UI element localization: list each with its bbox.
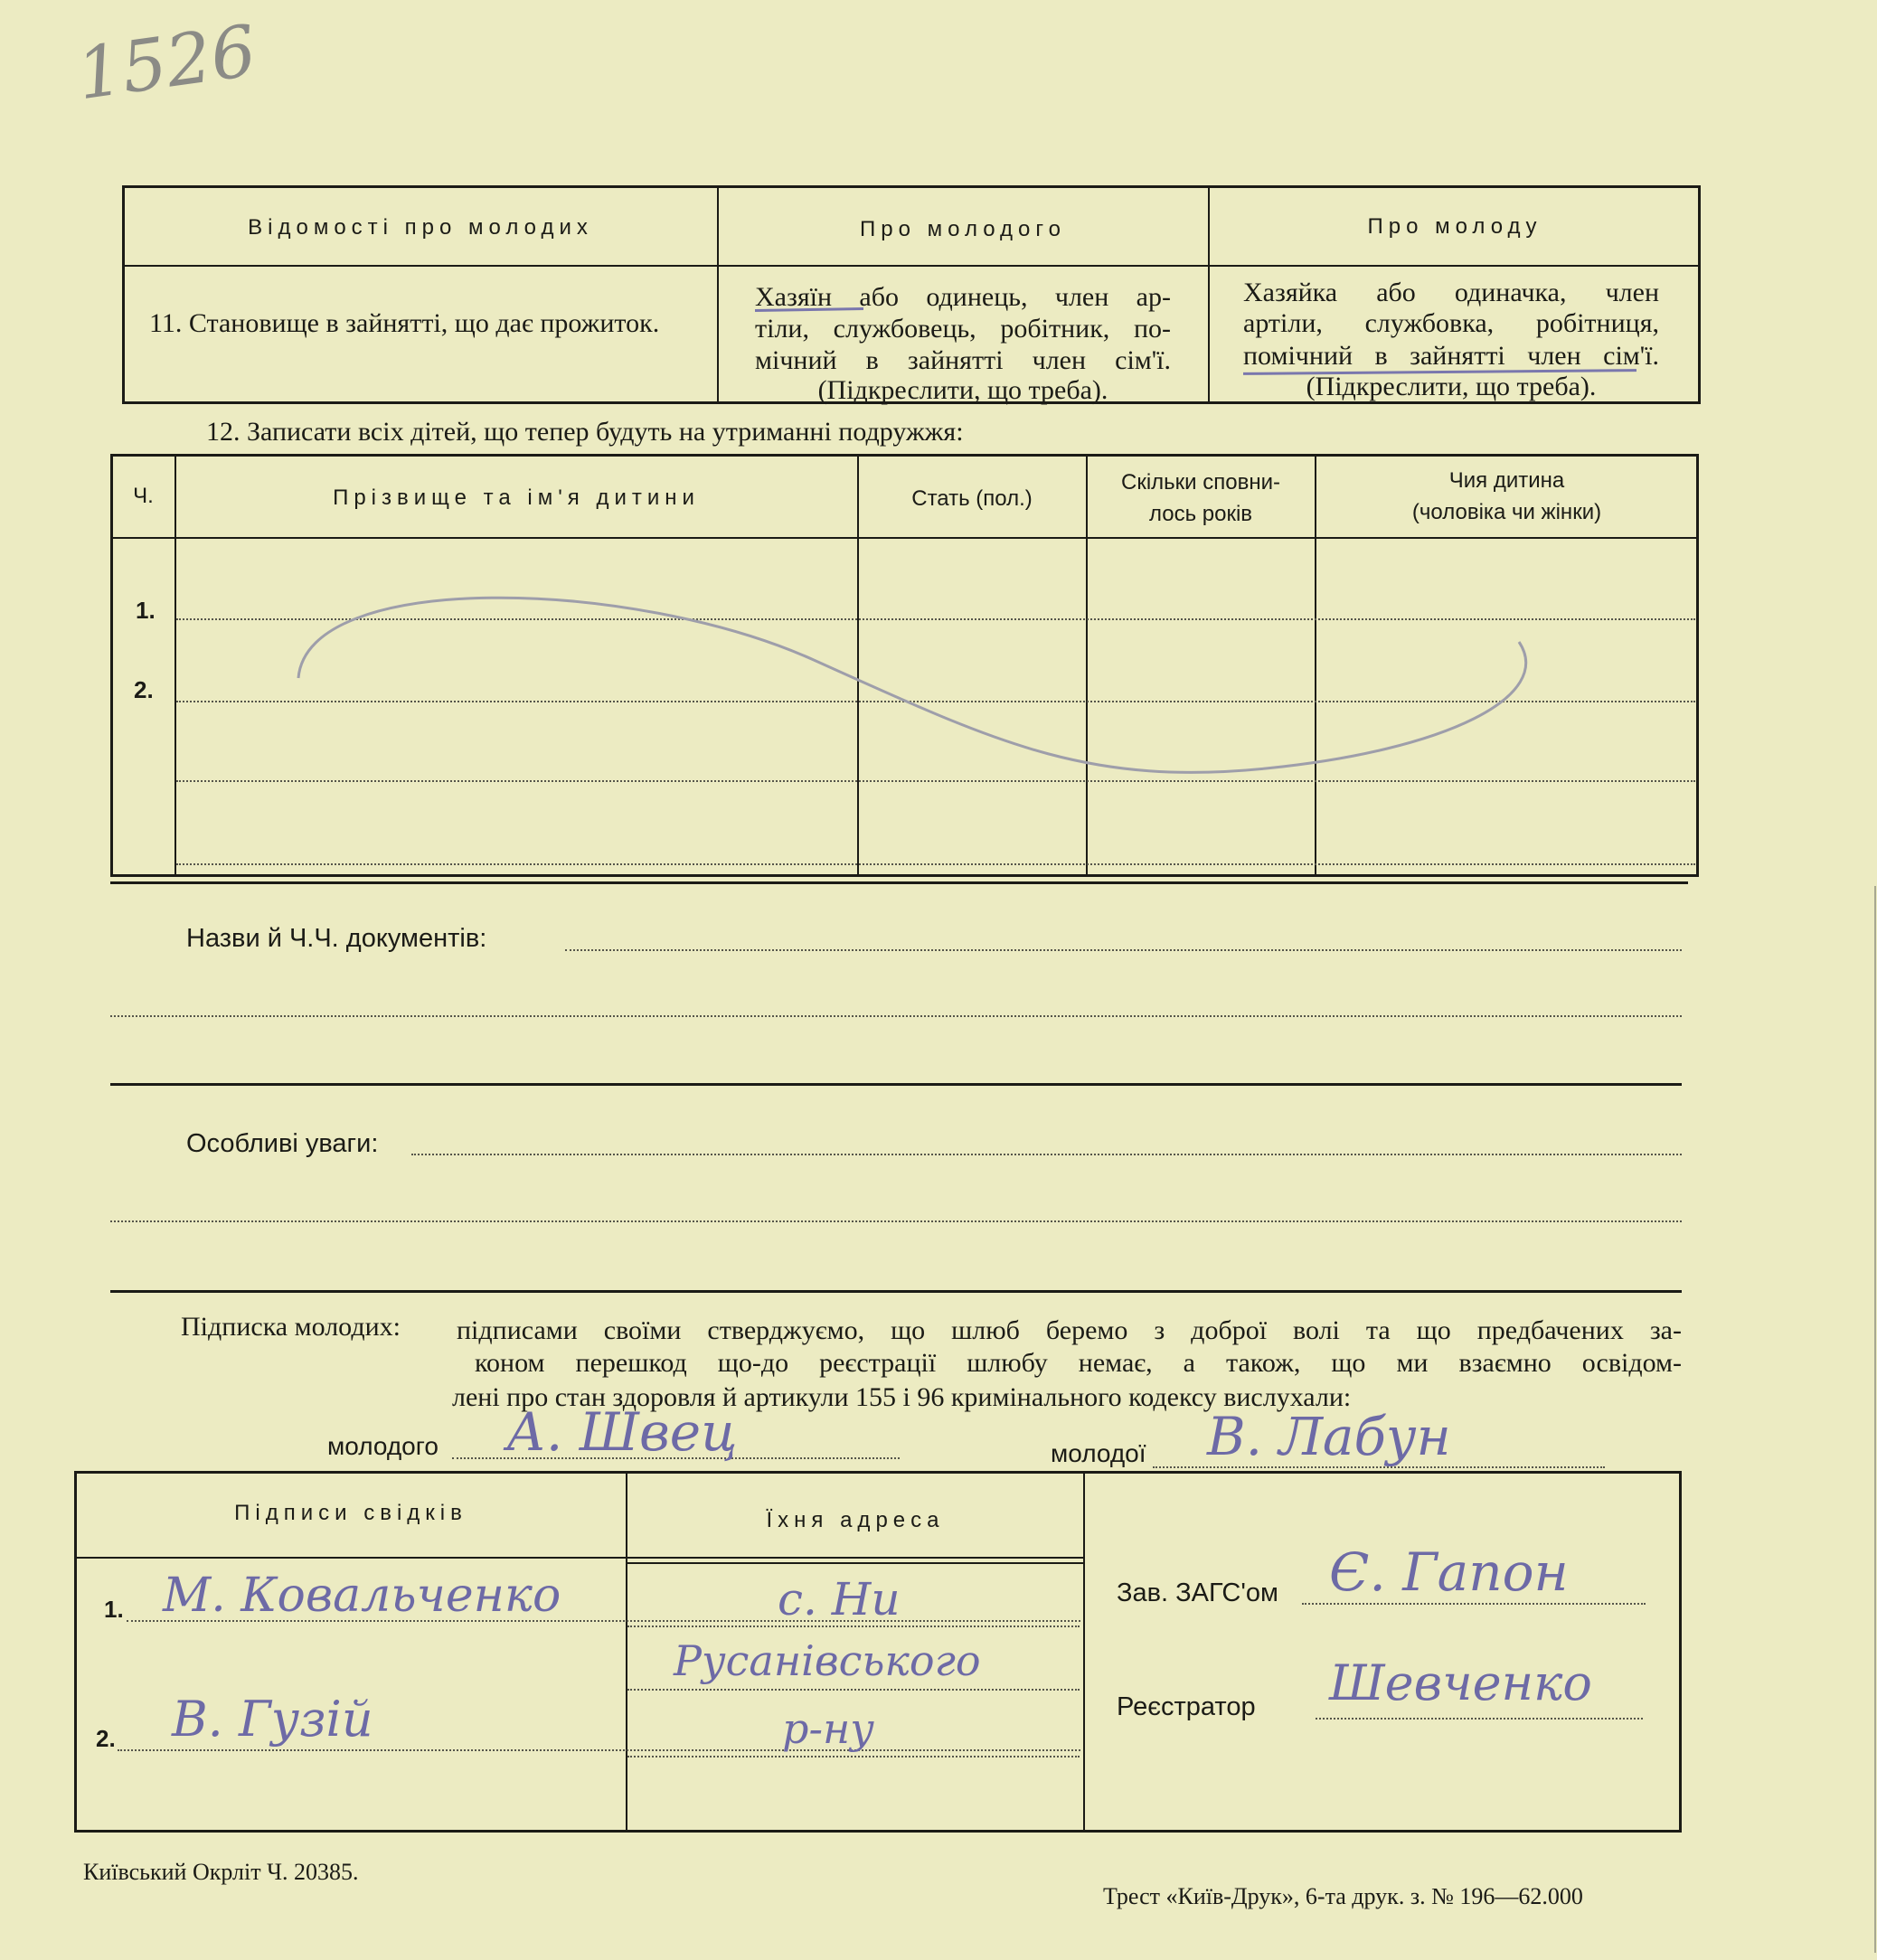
footer-left-imprint: Київський Окрліт Ч. 20385. (83, 1859, 359, 1885)
children-row-4-line (176, 863, 1695, 865)
children-row-1-number: 1. (136, 597, 156, 624)
registrar-label: Реєстратор (1117, 1692, 1256, 1721)
bride-occupation-line-4: (Підкреслити, що треба). (1306, 372, 1597, 401)
children-table-bottom-rule (110, 881, 1688, 884)
children-table-header-divider (112, 537, 1697, 539)
witness-address-line-2 (627, 1625, 1080, 1627)
header-about-groom: Про молодого (860, 217, 1066, 241)
documents-bottom-rule (110, 1083, 1682, 1086)
pledge-text-line-2: коном перешкод що-до реєстрації шлюбу немає, а також, що ми взаємно освідом- (475, 1348, 1682, 1378)
witnesses-header-divider-2 (627, 1562, 1083, 1564)
registry-head-signature: Є. Гапон (1329, 1541, 1569, 1603)
bride-occupation-line-1: Хазяйка або одиначка, член (1243, 278, 1659, 307)
corner-pencil-note: 1526 (71, 10, 261, 117)
section-11-col-divider-2 (1208, 187, 1210, 402)
witnesses-col-divider-2 (1083, 1473, 1085, 1831)
documents-label: Назви й Ч.Ч. документів: (186, 924, 487, 953)
registry-head-line (1302, 1603, 1646, 1605)
paper-right-edge (1874, 886, 1876, 1953)
pledge-label: Підписка молодих: (181, 1312, 401, 1342)
children-header-name: Прізвище та ім'я дитини (333, 485, 700, 510)
witness-2-signature: В. Гузій (172, 1691, 373, 1748)
groom-occupation-line-3: мічний в зайнятті член сім'ї. (755, 345, 1171, 375)
item-11-label: 11. Становище в зайнятті, що дає прожиток. (149, 308, 660, 338)
remarks-label: Особливі уваги: (186, 1129, 379, 1158)
children-header-whose-line-2: (чоловіка чи жінки) (1411, 500, 1602, 524)
pledge-text-line-1: підписами своїми стверджуємо, що шлюб беремо з доброї волі та що предбачених за- (457, 1315, 1682, 1345)
groom-occupation-line-2: тіли, службовець, робітник, по- (755, 314, 1171, 344)
witness-row-1-number: 1. (104, 1596, 124, 1623)
witnesses-header-signatures: Підписи свідків (234, 1501, 467, 1525)
bride-signature-label: молодої (1051, 1439, 1146, 1467)
pledge-text-line-3: лені про стан здоровля й артикули 155 і 96 кримінального кодексу вислухали: (452, 1382, 1352, 1412)
bride-occupation-line-3: помічний в зайнятті член сім'ї. (1243, 341, 1659, 371)
documents-line-2 (110, 1015, 1682, 1017)
witness-address-line-1-text: с. Ни (778, 1573, 901, 1625)
groom-occupation-line-1: Хазяїн або одинець, член ар- (755, 282, 1171, 312)
groom-signature: А. Швец (506, 1401, 738, 1463)
section-11-col-divider-1 (717, 187, 719, 402)
witness-address-line-3 (627, 1689, 1080, 1691)
cancellation-stroke-icon (271, 561, 1555, 796)
witness-1-signature: М. Ковальченко (163, 1569, 561, 1623)
remarks-line-2 (110, 1220, 1682, 1222)
children-col-divider-1 (174, 456, 176, 875)
witnesses-header-divider (76, 1557, 1083, 1559)
section-12-title: 12. Записати всіх дітей, що тепер будуть на утриманні подружжя: (206, 417, 964, 447)
bride-signature: В. Лабун (1207, 1406, 1451, 1467)
witness-row-2-line (118, 1749, 1080, 1751)
witness-address-line-3-text: р-ну (782, 1704, 874, 1753)
groom-signature-label: молодого (327, 1432, 439, 1460)
remarks-bottom-rule (110, 1290, 1682, 1293)
header-about-bride: Про молоду (1367, 214, 1542, 239)
children-header-age-line-1: Скільки сповни- (1121, 470, 1280, 495)
witnesses-header-address: Їхня адреса (766, 1508, 945, 1532)
documents-line-1 (565, 949, 1682, 951)
children-header-whose-line-1: Чия дитина (1448, 468, 1565, 493)
children-row-2-number: 2. (134, 676, 154, 703)
footer-right-imprint: Трест «Київ-Друк», 6-та друк. з. № 196—62.000 (1103, 1883, 1583, 1909)
witness-address-line-5 (627, 1756, 1080, 1757)
children-header-number: Ч. (133, 484, 154, 508)
children-header-sex: Стать (пол.) (911, 486, 1033, 511)
bride-occupation-line-2: артіли, службовка, робітниця, (1243, 308, 1659, 338)
remarks-line-1 (411, 1154, 1682, 1155)
section-11-header-divider (124, 265, 1699, 267)
groom-occupation-line-4: (Підкреслити, що треба). (817, 375, 1108, 405)
witness-row-2-number: 2. (96, 1725, 116, 1752)
registrar-signature: Шевченко (1329, 1654, 1592, 1711)
registry-head-label: Зав. ЗАГС'ом (1117, 1578, 1278, 1607)
witness-address-line-2-text: Русанівського (674, 1636, 981, 1685)
header-info-about-couple: Відомості про молодих (248, 215, 593, 240)
children-header-age-line-2: лось років (1148, 502, 1253, 526)
registrar-line (1316, 1718, 1643, 1720)
